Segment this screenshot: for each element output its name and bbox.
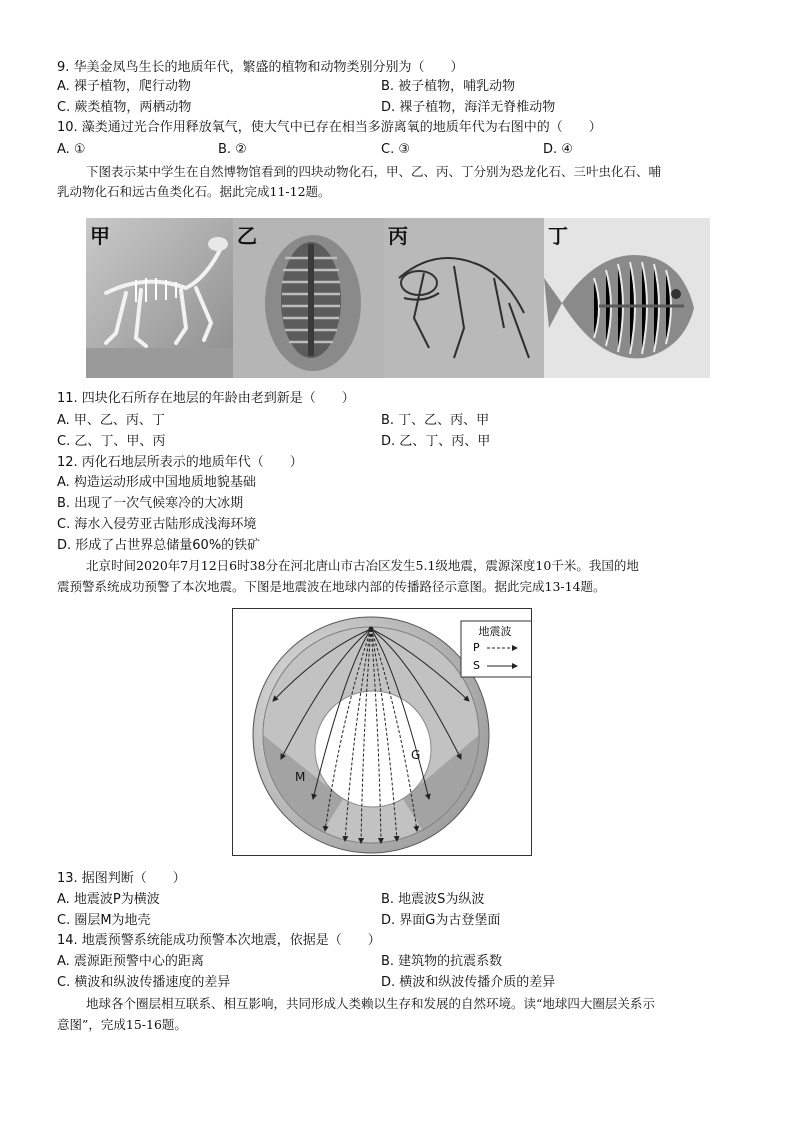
- q13-option-d: D. 界面G为古登堡面: [381, 913, 501, 928]
- intro-13-14-line1: 北京时间2020年7月12日6时38分在河北唐山市古冶区发生5.1级地震，震源深度10千米。我国的地: [86, 558, 639, 573]
- q12-stem: 12. 丙化石地层所表示的地质年代（ ）: [57, 455, 303, 470]
- fossil-ding-label: 丁: [548, 224, 568, 248]
- intro-15-16-line1: 地球各个圈层相互联系、相互影响，共同形成人类赖以生存和发展的自然环境。读“地球四大圈层关系示: [86, 996, 655, 1011]
- legend-s-label: S: [473, 659, 480, 672]
- q10-option-a: A. ①: [57, 142, 86, 157]
- q11-stem: 11. 四块化石所存在地层的年龄由老到新是（ ）: [57, 391, 355, 406]
- q10-option-d: D. ④: [543, 142, 573, 157]
- intro-15-16-line2: 意图”，完成15-16题。: [57, 1017, 187, 1032]
- q9-option-c: C. 蕨类植物，两栖动物: [57, 100, 192, 115]
- fossil-bing-label: 丙: [388, 224, 408, 248]
- q14-option-b: B. 建筑物的抗震系数: [381, 954, 503, 969]
- q12-option-a: A. 构造运动形成中国地质地貌基础: [57, 475, 256, 490]
- fossil-ding-image: [544, 218, 710, 378]
- q11-option-c: C. 乙、丁、甲、丙: [57, 434, 166, 449]
- q10-stem: 10. 藻类通过光合作用释放氧气，使大气中已存在相当多游离氧的地质年代为右图中的（ ）: [57, 120, 602, 135]
- q10-option-c: C. ③: [381, 142, 410, 157]
- q14-option-d: D. 横波和纵波传播介质的差异: [381, 975, 556, 990]
- fossil-yi-image: [233, 218, 384, 378]
- seismic-wave-diagram: [232, 608, 532, 856]
- fossil-jia-label: 甲: [90, 224, 110, 248]
- q11-option-b: B. 丁、乙、丙、甲: [381, 413, 490, 428]
- q13-option-c: C. 圈层M为地壳: [57, 913, 151, 928]
- q11-option-a: A. 甲、乙、丙、丁: [57, 413, 165, 428]
- q13-option-b: B. 地震波S为纵波: [381, 892, 485, 907]
- q9-option-b: B. 被子植物，哺乳动物: [381, 79, 516, 94]
- q11-option-d: D. 乙、丁、丙、甲: [381, 434, 491, 449]
- legend-p-label: P: [473, 641, 480, 654]
- q12-option-d: D. 形成了占世界总储量60%的铁矿: [57, 538, 261, 553]
- q13-option-a: A. 地震波P为横波: [57, 892, 160, 907]
- intro-11-12-line1: 下图表示某中学生在自然博物馆看到的四块动物化石，甲、乙、丙、丁分别为恐龙化石、三叶虫化石、哺: [86, 164, 662, 179]
- q9-option-a: A. 裸子植物，爬行动物: [57, 79, 191, 94]
- q10-option-b: B. ②: [218, 142, 247, 157]
- layer-m-label: M: [295, 770, 306, 784]
- q12-option-c: C. 海水入侵劳亚古陆形成浅海环境: [57, 517, 257, 532]
- interface-g-label: G: [411, 748, 421, 762]
- q9-option-d: D. 裸子植物，海洋无脊椎动物: [381, 100, 556, 115]
- q14-option-c: C. 横波和纵波传播速度的差异: [57, 975, 231, 990]
- fossil-yi-label: 乙: [237, 224, 257, 248]
- fossil-jia-image: [86, 218, 233, 378]
- q12-option-b: B. 出现了一次气候寒冷的大冰期: [57, 496, 244, 511]
- intro-13-14-line2: 震预警系统成功预警了本次地震。下图是地震波在地球内部的传播路径示意图。据此完成13-14题。: [57, 579, 606, 594]
- q13-stem: 13. 据图判断（ ）: [57, 871, 186, 886]
- intro-11-12-line2: 乳动物化石和远古鱼类化石。据此完成11-12题。: [57, 184, 331, 199]
- legend-title: 地震波: [478, 625, 512, 638]
- q9-stem: 9. 华美金凤鸟生长的地质年代，繁盛的植物和动物类别分别为（ ）: [57, 60, 464, 75]
- fossil-bing-image: [384, 218, 544, 378]
- q14-stem: 14. 地震预警系统能成功预警本次地震，依据是（ ）: [57, 933, 381, 948]
- q14-option-a: A. 震源距预警中心的距离: [57, 954, 204, 969]
